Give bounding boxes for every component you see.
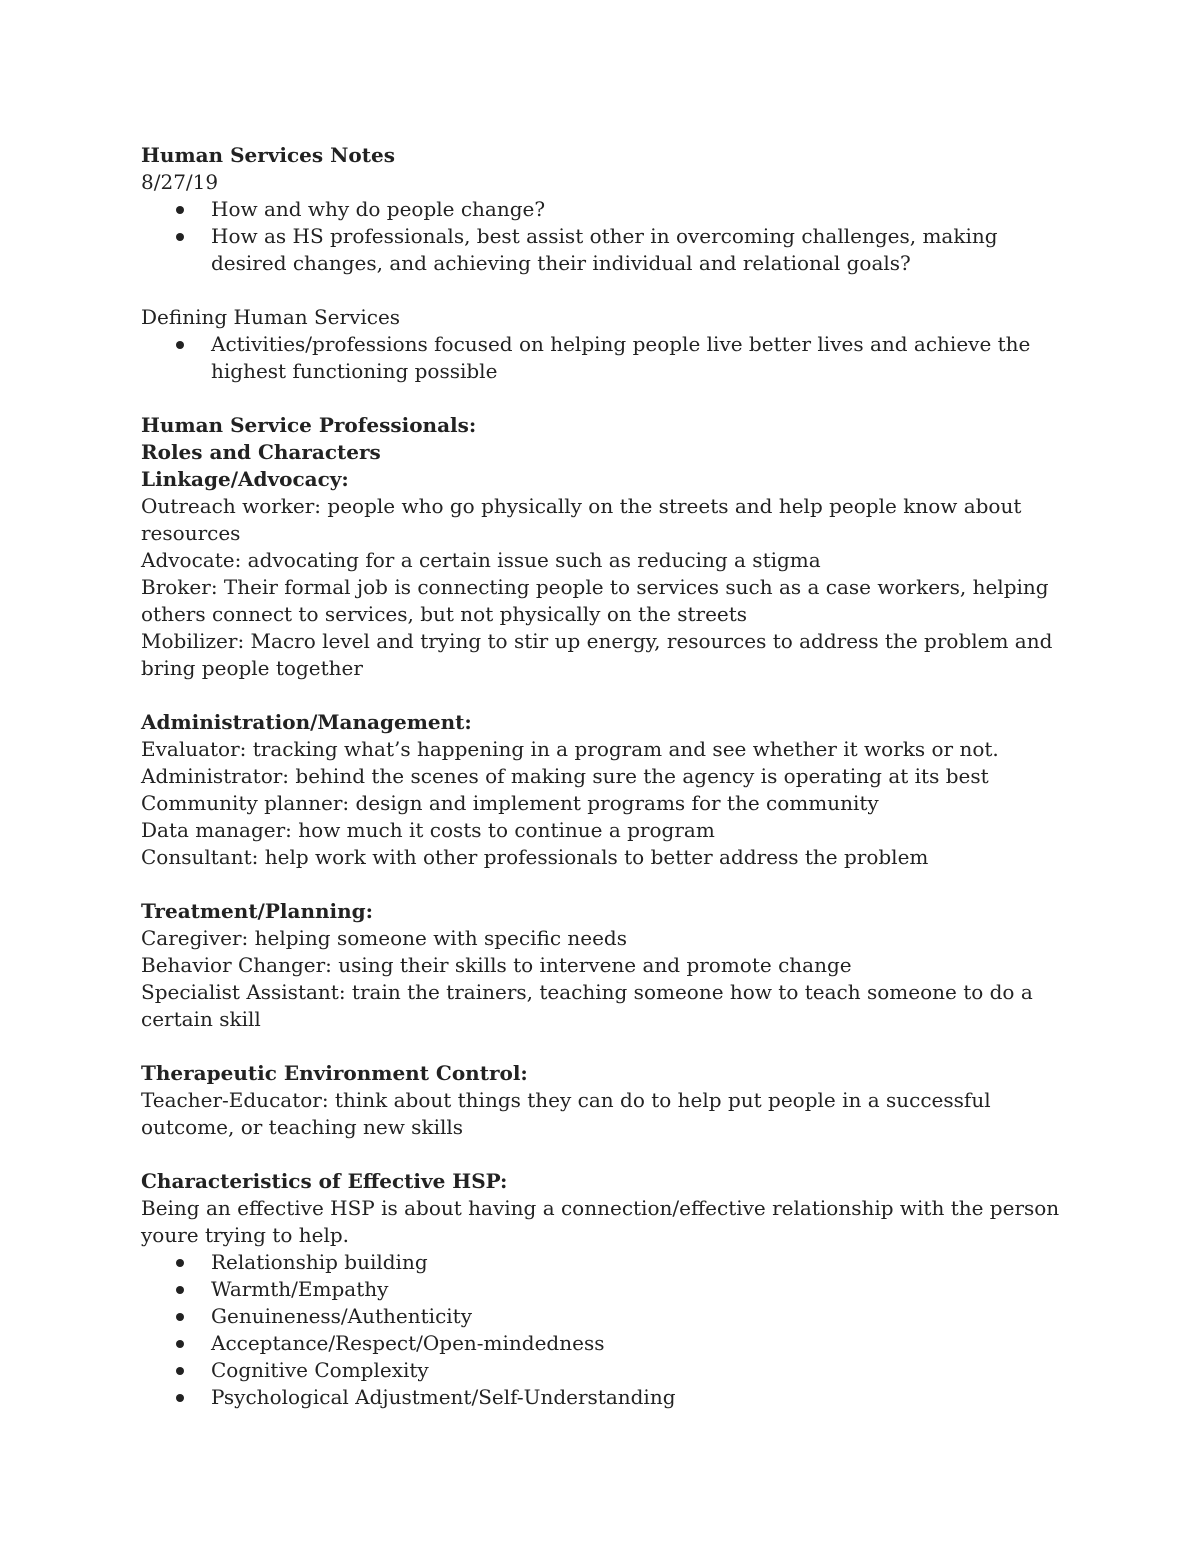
bullet-icon: [176, 1340, 184, 1348]
spacer: [141, 1141, 1071, 1168]
treatment-heading: Treatment/Planning:: [141, 899, 374, 923]
spacer: [141, 277, 1071, 304]
role-line: Behavior Changer: using their skills to intervene and promote change: [141, 953, 852, 977]
document-page: [141, 142, 1071, 1411]
defining-list: [141, 331, 1071, 385]
list-item: Acceptance/Respect/Open-mindedness: [141, 1330, 1071, 1357]
bullet-icon: [176, 206, 184, 214]
list-item: Activities/professions focused on helping people live better lives and achieve the highest functioning possible: [141, 331, 1071, 385]
role-line: Administrator: behind the scenes of making sure the agency is operating at its best: [141, 764, 989, 788]
role-line: Specialist Assistant: train the trainers, teaching someone how to teach someone to do a certain skill: [141, 980, 1033, 1031]
spacer: [141, 871, 1071, 898]
administration-heading: Administration/Management:: [141, 710, 472, 734]
characteristics-intro: Being an effective HSP is about having a connection/effective relationship with the person youre trying to help.: [141, 1196, 1060, 1247]
professionals-subheading: Roles and Characters: [141, 440, 381, 464]
role-line: Teacher-Educator: think about things they can do to help put people in a successful outcome, or teaching new skills: [141, 1088, 991, 1139]
list-item: Cognitive Complexity: [141, 1357, 1071, 1384]
defining-heading: Defining Human Services: [141, 305, 401, 329]
role-line: Consultant: help work with other professionals to better address the problem: [141, 845, 929, 869]
intro-questions-list: [141, 196, 1071, 277]
list-item: How and why do people change?: [141, 196, 1071, 223]
role-line: Advocate: advocating for a certain issue such as reducing a stigma: [141, 548, 821, 572]
bullet-icon: [176, 1313, 184, 1321]
role-line: Mobilizer: Macro level and trying to stir up energy, resources to address the problem and bring people together: [141, 629, 1053, 680]
list-item: How as HS professionals, best assist other in overcoming challenges, making desired changes, and achieving their individual and relational goals?: [141, 223, 1071, 277]
spacer: [141, 385, 1071, 412]
bullet-icon: [176, 233, 184, 241]
spacer: [141, 1033, 1071, 1060]
role-line: Data manager: how much it costs to continue a program: [141, 818, 715, 842]
professionals-heading: Human Service Professionals:: [141, 413, 477, 437]
spacer: [141, 682, 1071, 709]
characteristics-heading: Characteristics of Effective HSP:: [141, 1169, 508, 1193]
role-line: Caregiver: helping someone with specific needs: [141, 926, 627, 950]
bullet-icon: [176, 1394, 184, 1402]
therapeutic-heading: Therapeutic Environment Control:: [141, 1061, 528, 1085]
role-line: Community planner: design and implement programs for the community: [141, 791, 879, 815]
document-title: Human Services Notes: [141, 143, 395, 167]
linkage-heading: Linkage/Advocacy:: [141, 467, 349, 491]
bullet-icon: [176, 1259, 184, 1267]
document-date: 8/27/19: [141, 170, 219, 194]
list-item: Genuineness/Authenticity: [141, 1303, 1071, 1330]
list-item: Relationship building: [141, 1249, 1071, 1276]
role-line: Evaluator: tracking what’s happening in a program and see whether it works or not.: [141, 737, 999, 761]
bullet-icon: [176, 1286, 184, 1294]
role-line: Outreach worker: people who go physically on the streets and help people know about resources: [141, 494, 1022, 545]
bullet-icon: [176, 1367, 184, 1375]
characteristics-list: [141, 1249, 1071, 1411]
bullet-icon: [176, 341, 184, 349]
list-item: Warmth/Empathy: [141, 1276, 1071, 1303]
role-line: Broker: Their formal job is connecting people to services such as a case workers, helping others connect to services, but not physically on the streets: [141, 575, 1049, 626]
list-item: Psychological Adjustment/Self-Understanding: [141, 1384, 1071, 1411]
